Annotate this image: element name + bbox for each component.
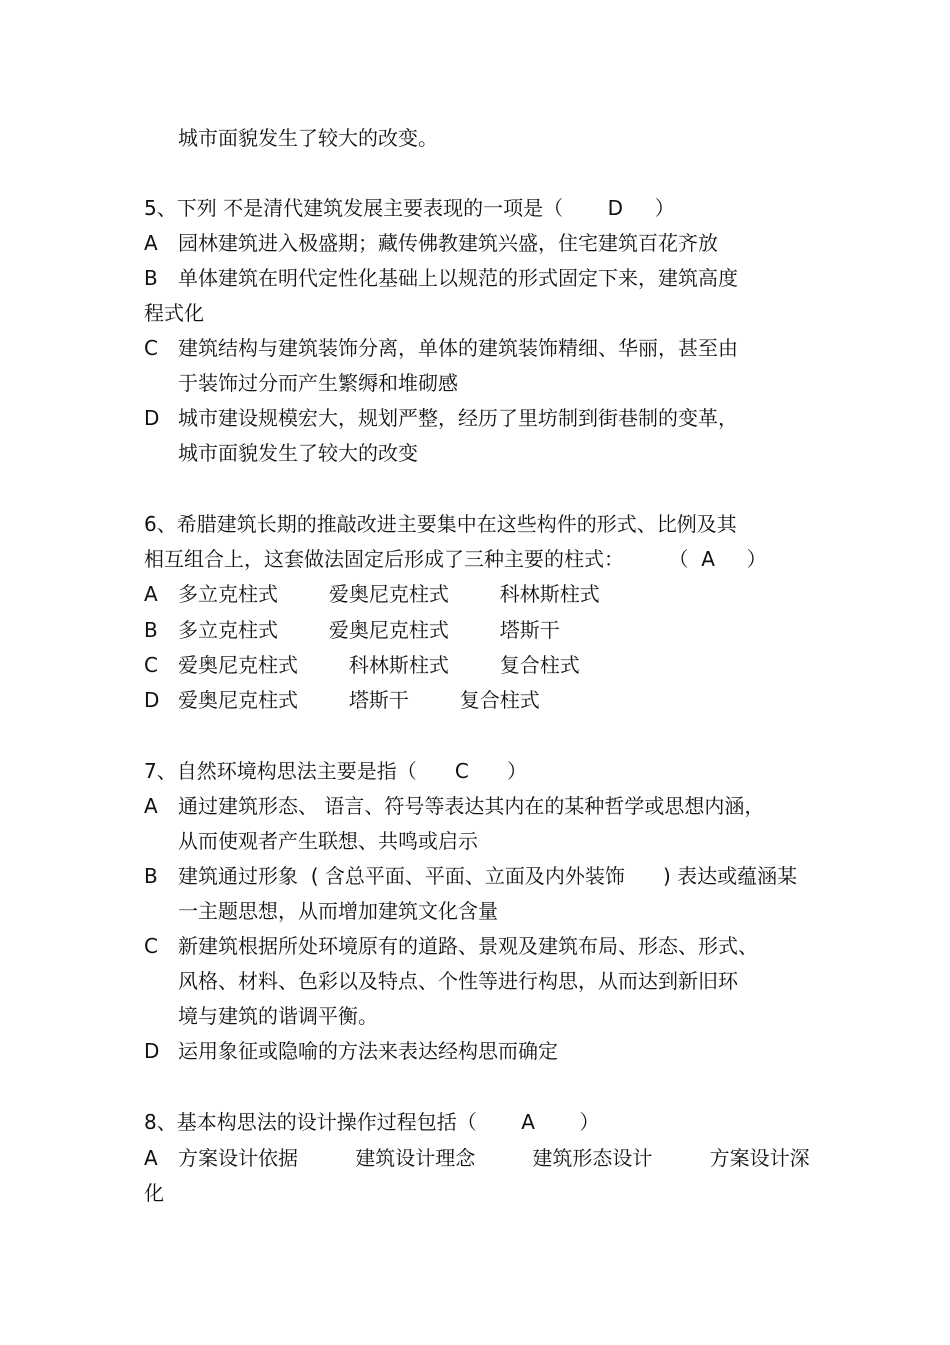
option-text: 多立克柱式 爱奥尼克柱式 塔斯干 <box>178 618 560 642</box>
question-stem: 6、希腊建筑长期的推敲改进主要集中在这些构件的形式、比例及其 <box>144 512 737 536</box>
question-stem: 相互组合上，这套做法固定后形成了三种主要的柱式： （ A ） <box>144 547 767 571</box>
option-letter: D <box>144 1039 160 1063</box>
option-text: 多立克柱式 爱奥尼克柱式 科林斯柱式 <box>178 582 600 606</box>
option-text: 单体建筑在明代定性化基础上以规范的形式固定下来，建筑高度 <box>178 266 738 290</box>
option-text: 城市面貌发生了较大的改变 <box>178 441 418 465</box>
option-text: 风格、材料、色彩以及特点、个性等进行构思，从而达到新旧环 <box>178 969 738 993</box>
option-letter: A <box>144 582 158 606</box>
option-letter: A <box>144 1146 158 1170</box>
option-letter: B <box>144 266 158 290</box>
option-letter: D <box>144 406 160 430</box>
continued-line: 城市面貌发生了较大的改变。 <box>178 126 438 150</box>
option-text: 运用象征或隐喻的方法来表达经构思而确定 <box>178 1039 558 1063</box>
option-letter: A <box>144 231 158 255</box>
option-text: 新建筑根据所处环境原有的道路、景观及建筑布局、形态、形式、 <box>178 934 758 958</box>
option-letter: C <box>144 653 158 677</box>
option-text: 一主题思想，从而增加建筑文化含量 <box>178 899 498 923</box>
option-letter: D <box>144 688 160 712</box>
option-text: 方案设计依据 建筑设计理念 建筑形态设计 方案设计深 <box>178 1146 810 1170</box>
option-letter: C <box>144 336 158 360</box>
question-stem: 5、下列 不是清代建筑发展主要表现的一项是（ D ） <box>144 196 675 220</box>
option-text: 化 <box>144 1181 164 1205</box>
option-text: 爱奥尼克柱式 塔斯干 复合柱式 <box>178 688 540 712</box>
option-text: 从而使观者产生联想、共鸣或启示 <box>178 829 478 853</box>
option-text: 境与建筑的谐调平衡。 <box>178 1004 378 1028</box>
option-text: 城市建设规模宏大，规划严整，经历了里坊制到街巷制的变革， <box>178 406 738 430</box>
option-text: 建筑通过形象 ( 含总平面、平面、立面及内外装饰 ) 表达或蕴涵某 <box>178 864 798 888</box>
option-letter: C <box>144 934 158 958</box>
option-letter: A <box>144 794 158 818</box>
option-text: 爱奥尼克柱式 科林斯柱式 复合柱式 <box>178 653 580 677</box>
option-letter: B <box>144 618 158 642</box>
question-stem: 8、基本构思法的设计操作过程包括（ A ） <box>144 1110 600 1134</box>
option-text: 建筑结构与建筑装饰分离，单体的建筑装饰精细、华丽，甚至由 <box>178 336 738 360</box>
option-text: 通过建筑形态、 语言、符号等表达其内在的某种哲学或思想内涵， <box>178 794 765 818</box>
option-text: 程式化 <box>144 301 204 325</box>
option-letter: B <box>144 864 158 888</box>
question-stem: 7、自然环境构思法主要是指（ C ） <box>144 759 527 783</box>
option-text: 园林建筑进入极盛期；藏传佛教建筑兴盛，住宅建筑百花齐放 <box>178 231 718 255</box>
option-text: 于装饰过分而产生繁缛和堆砌感 <box>178 371 458 395</box>
